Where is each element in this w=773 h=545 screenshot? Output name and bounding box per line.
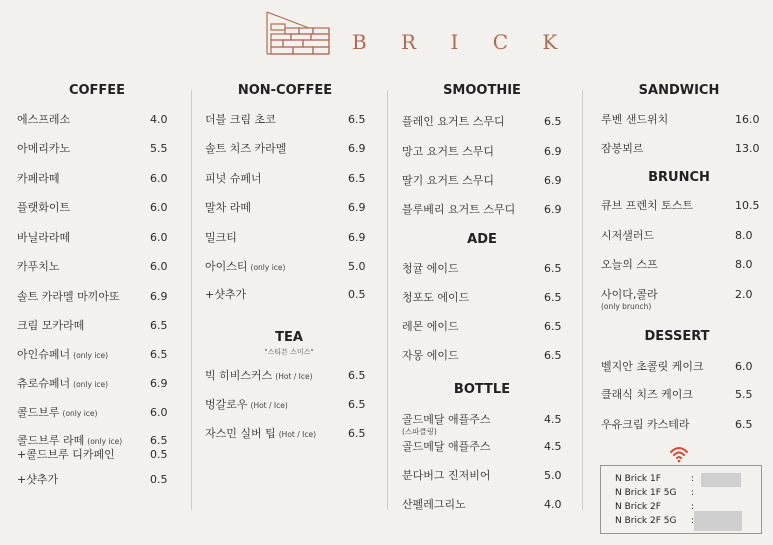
coffee-item-price: 6.0 [150,231,168,244]
noncoffee-item-name [205,288,246,302]
item-label: 아이스티 [205,260,248,273]
item-label: 아메리카노 [17,142,71,155]
noncoffee-item-name [205,172,262,186]
coffee-item-name [17,406,97,421]
item-note: (Hot / Ice) [250,401,288,410]
noncoffee-item-price: 6.5 [348,113,366,126]
brunch-item-name [601,288,658,311]
item-label: 아인슈페너 [17,348,71,361]
coffee-item-price: 6.0 [150,406,168,419]
wifi-network-name: N Brick 1F 5G [615,488,677,498]
sandwich-item-name [601,142,644,156]
brunch-item-price: 10.5 [735,199,760,212]
item-label: 빅 히비스커스 [205,369,273,382]
item-label: 더블 크림 초코 [205,113,276,126]
item-label: 바닐라라떼 [17,231,71,244]
redacted-password [701,473,741,487]
wifi-info-box [600,465,762,534]
ade-item-price: 6.5 [544,349,562,362]
item-label: 클래식 치즈 케이크 [601,388,694,401]
noncoffee-item-price: 0.5 [348,288,366,301]
noncoffee-item-price: 5.0 [348,260,366,273]
item-label: 츄로슈페너 [17,377,71,390]
item-label: 블루베리 요거트 스무디 [402,203,516,216]
noncoffee-item-price: 6.9 [348,142,366,155]
noncoffee-item-name [205,201,251,215]
coffee-item-price: 0.5 [150,473,168,486]
bottle-item-price: 4.0 [544,498,562,511]
noncoffee-item-name [205,260,285,275]
item-label: +콜드브루 디카페인 [17,448,115,461]
item-note: (only ice) [250,263,286,272]
item-label: 솔트 치즈 카라멜 [205,142,287,155]
section-title-dessert: DESSERT [644,329,710,344]
brunch-item-price: 2.0 [735,288,753,301]
coffee-item-price: 6.0 [150,172,168,185]
item-label: 크림 모카라떼 [17,319,85,332]
wifi-separator: : [691,502,695,512]
tea-item-price: 6.5 [348,398,366,411]
coffee-item-name [17,348,108,363]
coffee-item-price: 6.0 [150,260,168,273]
coffee-item-price: 0.5 [150,448,168,461]
item-label: 자몽 에이드 [402,349,459,362]
ade-item-name [402,320,459,334]
bottle-item-name [402,469,491,483]
coffee-item-name [17,201,70,215]
wifi-separator: : [691,516,695,526]
smoothie-item-name [402,203,515,217]
wifi-separator: : [691,474,695,484]
item-note: (Hot / Ice) [278,430,317,439]
coffee-item-name [17,319,84,333]
column-divider [387,90,388,510]
item-label: 망고 요거트 스무디 [402,145,495,158]
coffee-item-price: 6.5 [150,348,168,361]
noncoffee-item-price: 6.9 [348,231,366,244]
coffee-item-name [17,172,60,186]
brand-name: B R I C K [352,30,572,54]
dessert-item-price: 6.0 [735,360,753,373]
tea-item-price: 6.5 [348,369,366,382]
item-label: 잠봉뵈르 [601,142,644,155]
coffee-item-price: 6.9 [150,290,168,303]
item-label: 벨지안 초콜릿 케이크 [601,360,704,373]
item-note: (only ice) [62,409,98,418]
item-label: 밀크티 [205,231,237,244]
coffee-item-name [17,231,70,245]
sandwich-item-price: 16.0 [735,113,760,126]
brunch-item-name [601,229,654,243]
item-note: (only ice) [73,351,109,360]
sandwich-item-name [601,113,668,127]
wifi-network-name: N Brick 2F [615,502,661,512]
smoothie-item-name [402,115,505,129]
wifi-network-name: N Brick 2F 5G [615,516,677,526]
ade-item-name [402,262,459,276]
ade-item-price: 6.5 [544,262,562,275]
brunch-item-name [601,258,658,272]
item-label: 사이다,콜라 [601,288,658,301]
section-title-bottle: BOTTLE [453,382,511,397]
section-title-coffee: COFFEE [68,83,126,98]
coffee-item-price: 6.5 [150,434,168,447]
item-label: 큐브 프렌치 토스트 [601,199,694,212]
tea-item-price: 6.5 [348,427,366,440]
brick-logo [265,10,345,56]
coffee-item-name [17,142,70,156]
item-label: 청포도 에이드 [402,291,470,304]
coffee-item-name [17,434,122,449]
smoothie-item-price: 6.9 [544,145,562,158]
item-label: 분다버그 진저비어 [402,469,491,482]
item-label: 산펠레그리노 [402,498,466,511]
smoothie-item-price: 6.5 [544,115,562,128]
ade-item-price: 6.5 [544,320,562,333]
bottle-item-price: 5.0 [544,469,562,482]
item-label: 루벤 샌드위치 [601,113,669,126]
noncoffee-item-name [205,113,276,127]
coffee-item-price: 4.0 [150,113,168,126]
brunch-item-price: 8.0 [735,258,753,271]
ade-item-name [402,349,459,363]
bottle-item-price: 4.5 [544,413,562,426]
wifi-separator: : [691,488,695,498]
item-label: 레몬 에이드 [402,320,459,333]
tea-subtitle: "스티븐 스미스" [264,348,314,356]
bottle-item-price: 4.5 [544,440,562,453]
item-label: 오늘의 스프 [601,258,658,271]
coffee-item-name [17,290,120,304]
item-label: 플레인 요거트 스무디 [402,115,505,128]
item-label: 에스프레소 [17,113,71,126]
bottle-item-name [402,413,491,436]
item-label: 딸기 요거트 스무디 [402,174,495,187]
tea-item-name [205,398,288,413]
section-title-smoothie: SMOOTHIE [443,83,521,98]
item-label: 골드메달 애플주스 [402,413,491,426]
ade-item-name [402,291,469,305]
item-subnote: (only brunch) [601,302,652,311]
section-title-sandwich: SANDWICH [638,83,720,98]
coffee-item-price: 6.9 [150,377,168,390]
column-divider [582,90,583,510]
item-label: +샷추가 [205,288,247,301]
item-label: 솔트 카라멜 마끼아또 [17,290,120,303]
smoothie-item-price: 6.9 [544,203,562,216]
noncoffee-item-name [205,142,286,156]
item-label: 우유크림 카스테라 [601,418,690,431]
coffee-item-name [17,448,115,462]
item-subnote: (스파클링) [402,427,437,436]
item-label: 콜드브루 [17,406,60,419]
item-label: 시저샐러드 [601,229,655,242]
noncoffee-item-name [205,231,237,245]
item-label: 청귤 에이드 [402,262,459,275]
coffee-item-price: 6.5 [150,319,168,332]
item-label: 골드메달 애플주스 [402,440,491,453]
section-title-brunch: BRUNCH [648,170,710,185]
column-divider [191,90,192,510]
brunch-item-price: 8.0 [735,229,753,242]
item-label: 플랫화이트 [17,201,71,214]
tea-item-name [205,427,316,442]
coffee-item-price: 5.5 [150,142,168,155]
coffee-item-name [17,377,108,392]
item-note: (Hot / Ice) [275,372,313,381]
smoothie-item-name [402,174,494,188]
item-label: 카푸치노 [17,260,60,273]
dessert-item-price: 5.5 [735,388,753,401]
item-note: (only ice) [87,437,123,446]
bottle-item-name [402,498,466,512]
item-label: 콜드브루 라떼 [17,434,85,447]
item-label: 피넛 슈페너 [205,172,262,185]
tea-item-name [205,369,313,384]
coffee-item-name [17,473,58,487]
item-label: 자스민 실버 팁 [205,427,276,440]
item-label: 벙갈로우 [205,398,248,411]
wifi-network-name: N Brick 1F [615,474,661,484]
dessert-item-name [601,360,704,374]
section-title-ade: ADE [467,232,497,247]
redacted-password [694,511,742,531]
bottle-item-name [402,440,491,454]
dessert-item-name [601,418,690,432]
ade-item-price: 6.5 [544,291,562,304]
dessert-item-name [601,388,693,402]
item-label: +샷추가 [17,473,59,486]
smoothie-item-name [402,145,494,159]
item-label: 카페라떼 [17,172,60,185]
wifi-icon [669,445,689,463]
section-title-tea: TEA [275,330,303,345]
smoothie-item-price: 6.9 [544,174,562,187]
section-title-noncoffee: NON-COFFEE [237,83,333,98]
noncoffee-item-price: 6.9 [348,201,366,214]
item-label: 말차 라떼 [205,201,252,214]
dessert-item-price: 6.5 [735,418,753,431]
noncoffee-item-price: 6.5 [348,172,366,185]
brunch-item-name [601,199,693,213]
coffee-item-name [17,113,70,127]
item-note: (only ice) [73,380,109,389]
coffee-item-name [17,260,60,274]
coffee-item-price: 6.0 [150,201,168,214]
sandwich-item-price: 13.0 [735,142,760,155]
